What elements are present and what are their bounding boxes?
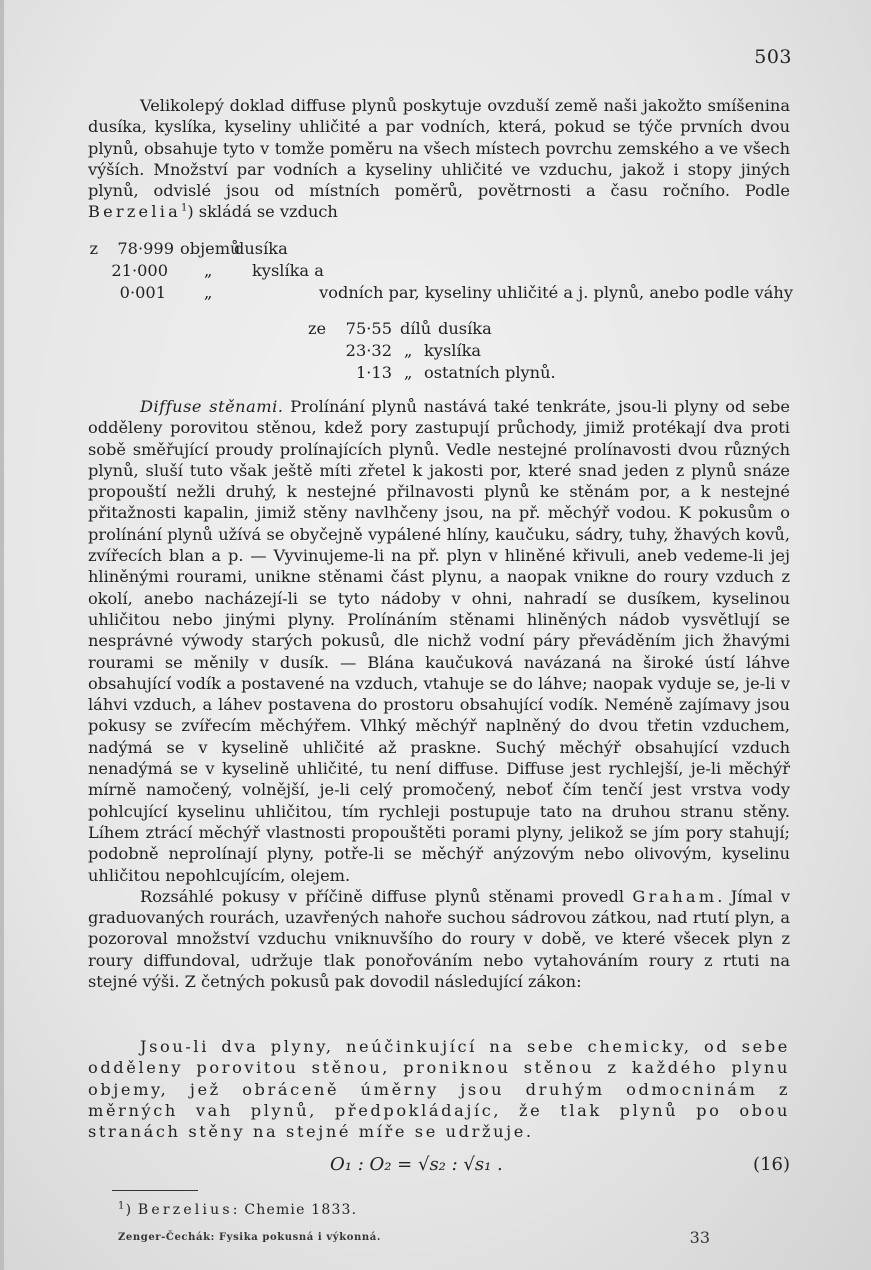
row-prefix: ze (308, 319, 327, 338)
row-ditto: „ (204, 283, 213, 302)
row-amount: 21·000 (111, 261, 168, 280)
row-description: ostatních plynů. (424, 363, 556, 382)
row-amount: 78·999 (117, 239, 174, 258)
footnote-divider (112, 1190, 198, 1191)
composition-row (88, 238, 793, 260)
row-amount: 1·13 (355, 363, 392, 382)
footnote-text: : Chemie 1833. (232, 1202, 358, 1218)
footnote-author: Berzelius (137, 1202, 233, 1218)
row-ditto: „ (404, 363, 413, 382)
footnote: $^1$) Berzelius: Chemie 1833. (118, 1200, 358, 1218)
imprint: Zenger-Čechák: Fysika pokusná i výkonná. (118, 1232, 381, 1243)
section-heading: Diffuse stěnami. (140, 397, 284, 416)
row-description: vodních par, kyseliny uhličité a j. plynů, anebo podle váhy (319, 283, 793, 302)
weight-row (308, 318, 608, 340)
paragraph-atmosphere (88, 95, 790, 223)
author-name: Graham (632, 886, 718, 906)
composition-row (88, 282, 793, 304)
row-unit: objemů (180, 239, 241, 258)
author-name: Berzelia (88, 202, 181, 222)
row-description: dusíka (438, 319, 492, 338)
row-unit: dílů (400, 319, 432, 338)
row-amount: 75·55 (345, 319, 392, 338)
paragraph-text: Prolínání plynů nastává také tenkráte, jsou-li plyny od sebe odděleny porovitou stěnou, kdež pory zastupují průchody, jimiž protékají dva proti sobě směřující proudy prolínajících plynů. Vedle nestejné prolínavosti dvou různých plynů, sluší tuto však ještě míti zřetel k jakosti por, které snad jeden z plynů snáze propouští nežli druhý, k nestejné přilnavosti plynů ke stěnám por, a k nestejné přitažnosti kapalin, jimiž stěny navlhčeny jsou, na př. měchýř vodou. K pokusům o prolínání plynů užívá se obyčejně vypálené hlíny, kaučuku, sádry, tuhy, žhavých kovů, zvířecích blan a p. — Vyvinujeme-li na př. plyn v hliněné křivuli, aneb vedeme-li jej hliněnými rourami, unikne stěnami část plynu, a naopak vnikne do roury vzduch z okolí, anebo nacházejí-li se tyto nádoby v ohni, nahradí se dusíkem, kyselinou uhličitou nebo jinými plyny. Prolínáním stěnami hliněných nádob vysvětlují se nesprávné výwody starých pokusů, dle nichž vodní páry převáděním jich žhavými rourami se měnily v dusík. — Blána kaučuková navázaná na široké ústí láhve obsahující vodík a postavené na vzduch, vtahuje se do láhve; naopak vyduje se, je-li v láhvi vzduch, a láhev postavena do prostoru obsahující vodík. Neméně zajímavy jsou pokusy se zvířecím měchýřem. Vlhký měchýř naplněný do dvou třetin vzduchem, nadýmá se v kyselině uhličité až praskne. Suchý měchýř obsahující vzduch nenadýmá se v kyselině uhličité, tu není diffuse. Diffuse jest rychlejší, je-li měchýř mírně namočený, volnější, je-li celý promočený, neboť čím tenčí jest vrstva vody pohlcující kyselinu uhličitou, tím rychleji postupuje tato na druhou stranu stěny. Líhem ztrácí měchýř vlastnosti propouštěti porami plyny, jelikož se jím pory stahují; podobně neprolínají plyny, potře-li se měchýř anýzovým nebo olivovým, kyselinu uhličitou nepohlcujícím, olejem. (88, 397, 790, 885)
weight-row (308, 362, 608, 384)
row-amount: 0·001 (119, 283, 166, 302)
equation-number: (16) (753, 1154, 790, 1175)
row-ditto: „ (404, 341, 413, 360)
row-amount: 23·32 (345, 341, 392, 360)
graham-law (88, 1036, 790, 1142)
page-edge-shadow (0, 0, 4, 1270)
weight-composition-table (308, 318, 608, 384)
paragraph-text-end: . Jímal v graduovaných rourách, uzavřených nahoře suchou sádrovou zátkou, nad rtutí plyn, a pozoroval množství vzduchu vniknuvšího do roury v době, ve které všecek plyn z roury diffundoval, udržuje tlak ponořováním nebo vytahováním roury z rtuti na stejné výši. Z četných pokusů pak dovodil následující zákon: (88, 886, 790, 992)
row-description: kyslíka (424, 341, 482, 360)
sheet-number: 33 (689, 1228, 710, 1247)
footnote-reference[interactable]: 1 (180, 203, 188, 215)
paragraph-text: Velikolepý doklad diffuse plynů poskytuje ovzduší země naši jakožto smíšenina dusíka, kyslíka, kyseliny uhličité a par vodních, která, pokud se týče prvních dvou plynů, obsahuje tyto v tomže poměru na všech místech povrchu zemského a ve všech výších. Množství par vodních a kyseliny uhličité ve vzduchu, jakož i stopy jiných plynů, odvislé jsou od místních poměrů, povětrnosti a času ročního. Podle (88, 96, 790, 201)
row-description: dusíka (234, 239, 288, 258)
page-number: 503 (754, 46, 792, 68)
row-description: kyslíka a (252, 261, 324, 280)
paragraph-text: Rozsáhlé pokusy v příčině diffuse plynů stěnami provedl (140, 886, 625, 906)
law-text: Jsou-li dva plyny, neúčinkující na sebe chemicky, od sebe odděleny porovitou stěnou, proniknou stěnou z každého plynu objemy, jež obráceně úměrny jsou druhým odmocninám z měrných vah plynů, předpokládajíc, že tlak plynů po obou stranách stěny na stejné míře se udržuje. (88, 1037, 790, 1142)
footnote-mark: 1 (118, 1200, 126, 1212)
row-prefix: z (89, 239, 98, 258)
formula-expression: O₁ : O₂ = √s₂ : √s₁ . (330, 1154, 503, 1175)
paragraph-wall-diffusion (88, 396, 790, 992)
volume-composition-table (88, 238, 793, 304)
row-ditto: „ (204, 261, 213, 280)
composition-row (88, 260, 793, 282)
weight-row (308, 340, 608, 362)
paragraph-text-end: ) skládá se vzduch (187, 202, 338, 222)
